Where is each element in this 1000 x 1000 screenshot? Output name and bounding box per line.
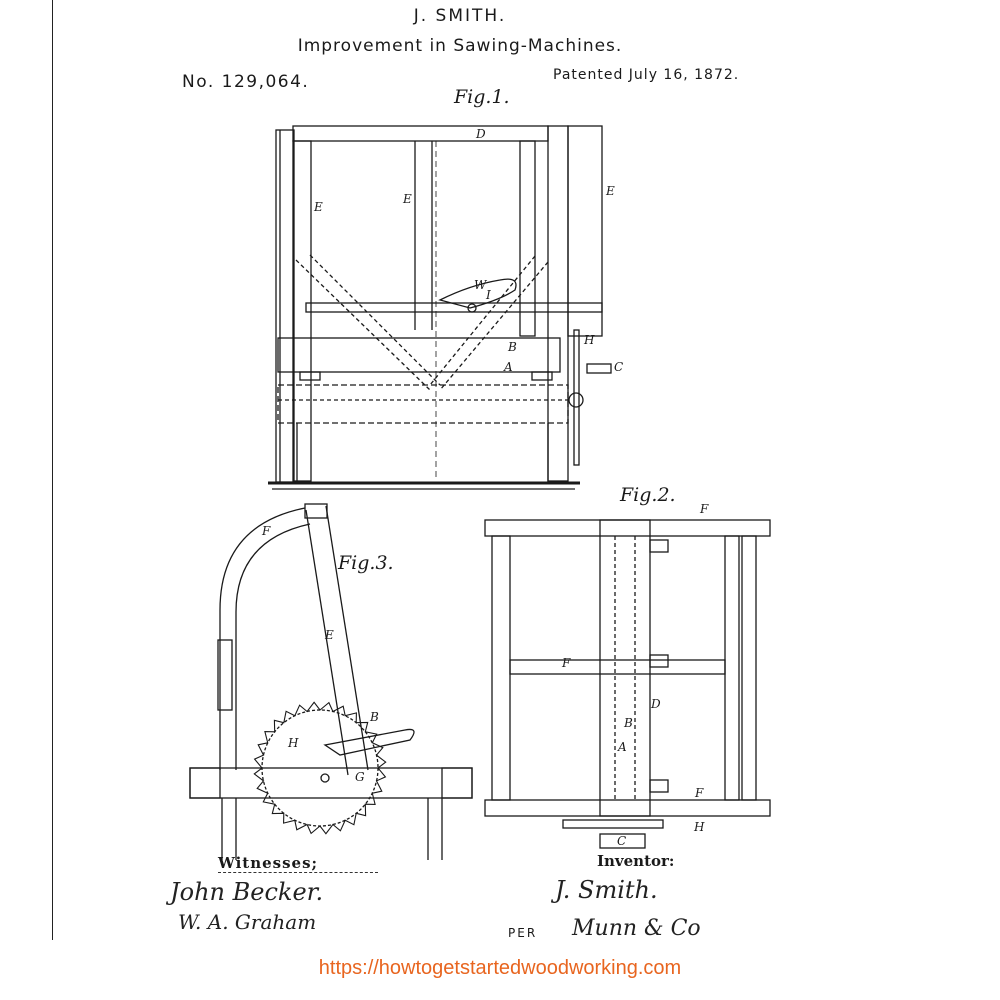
fig1-part-label: E — [314, 200, 323, 214]
fig1-part-label: E — [606, 184, 615, 198]
fig1-part-label: C — [614, 360, 624, 374]
fig3-drawing — [190, 504, 472, 860]
fig1-part-label: E — [403, 192, 412, 206]
witness-signature-1: John Becker. — [170, 878, 324, 906]
fig2-label: Fig.2. — [620, 484, 676, 506]
fig3-part-label: H — [288, 736, 299, 750]
witnesses-heading: Witnesses; — [218, 854, 378, 873]
fig2-part-label: F — [700, 502, 709, 516]
fig1-part-label: H — [584, 333, 595, 347]
fig1-part-label: D — [476, 127, 486, 141]
fig3-part-label: E — [325, 628, 334, 642]
fig1-part-label: W — [474, 278, 487, 292]
fig1-part-label: I — [486, 288, 491, 302]
fig2-part-label: F — [695, 786, 704, 800]
fig1-part-label: B — [508, 340, 517, 354]
fig2-part-label: D — [651, 697, 661, 711]
inventor-signature: J. Smith. — [555, 876, 658, 904]
inventor-heading: Inventor: — [597, 852, 675, 870]
inventor-name-heading: J. SMITH. — [413, 6, 507, 26]
attorney-signature: Munn & Co — [572, 916, 701, 941]
fig2-part-label: F — [562, 656, 571, 670]
fig3-part-label: G — [355, 770, 365, 784]
patent-number: No. 129,064. — [182, 72, 310, 92]
witness-signature-2: W. A. Graham — [178, 910, 317, 934]
fig1-drawing — [268, 126, 611, 489]
fig2-drawing — [485, 520, 770, 848]
patent-subject-heading: Improvement in Sawing-Machines. — [297, 36, 623, 56]
fig3-part-label: F — [262, 524, 271, 538]
fig2-part-label: C — [617, 834, 627, 848]
patent-date: Patented July 16, 1872. — [553, 67, 740, 83]
source-url-link[interactable]: https://howtogetstartedwoodworking.com — [318, 957, 682, 979]
per-label: PER — [508, 926, 538, 940]
fig1-label: Fig.1. — [454, 86, 510, 108]
fig3-part-label: B — [370, 710, 379, 724]
fig1-part-label: A — [504, 360, 513, 374]
fig2-part-label: A — [618, 740, 627, 754]
fig2-part-label: H — [694, 820, 705, 834]
fig3-label: Fig.3. — [338, 552, 394, 574]
fig2-part-label: B — [624, 716, 633, 730]
